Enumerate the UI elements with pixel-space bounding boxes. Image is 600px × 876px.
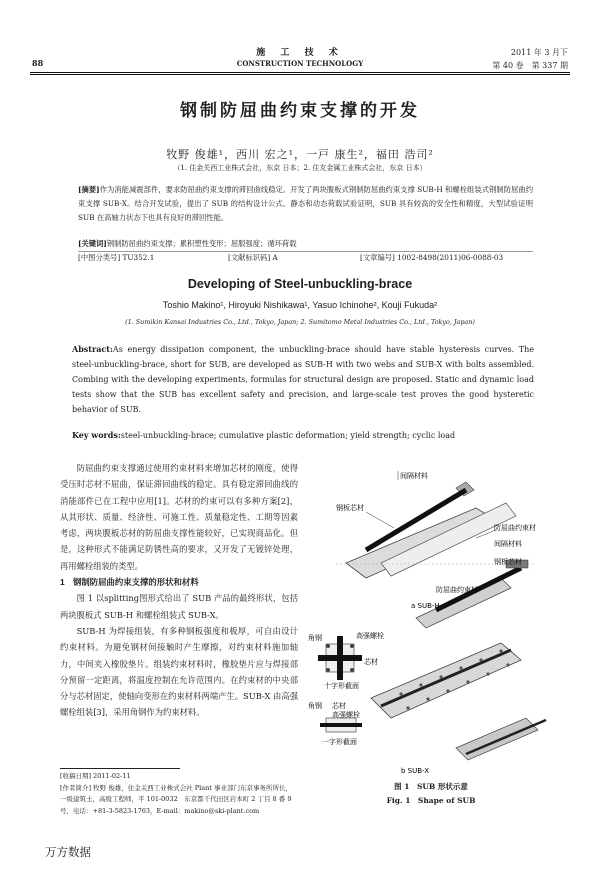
authors-cn: 牧野 俊雄¹，西川 宏之¹，一戸 康生²，福田 浩司² xyxy=(166,148,434,161)
bolt-icon xyxy=(326,644,330,648)
authors-en: Toshio Makino¹, Hiroyuki Nishikawa¹, Yasuo Ichinohe², Kouji Fukuda² xyxy=(162,300,438,310)
issue-date: 2011 年 3 月下 xyxy=(510,48,568,57)
meta-rule xyxy=(78,251,533,252)
page-number: 88 xyxy=(32,58,44,68)
journal-title-cn: 施 工 技 术 xyxy=(256,48,344,58)
abstract-cn-text: 作为消能减震部件，要求防屈曲约束支撑的滞回曲线稳定。开发了两块腹板式钢制防屈曲约束支撑 SUB-H 和螺栓组装式钢制防屈曲约束支撑 SUB-X。结合开发试验，提出了 SUB 的结构设计公式。静态和动态荷载试验证明，SUB 具有较高的安全性和精度，大型试验证明 SUB 在高轴力状态下也具有良好的滞回性能。 xyxy=(78,185,533,222)
flat-section-detail xyxy=(320,718,362,732)
cross-section-detail xyxy=(318,636,362,680)
label-flat-section: 一字形截面 xyxy=(322,738,357,746)
flat-core xyxy=(320,723,362,727)
body-paragraph-2: 图 1 以splitting图形式给出了 SUB 产品的最终形状，包括两块腹板式 SUB-H 和螺栓组装式 SUB-X。 xyxy=(60,593,298,620)
label-gap-material: 间隔材料 xyxy=(400,472,428,480)
bolt-icon xyxy=(326,668,330,672)
article-id: [文章编号] 1002-8498(2011)06-0088-03 xyxy=(360,253,504,262)
caption-sub-x: b SUB-X xyxy=(401,767,430,775)
issue-volume: 第 40 卷 第 337 期 xyxy=(492,61,568,70)
abstract-en-text: As energy dissipation component, the unbuckling-brace should have stable hysteresis curves. The steel-unbuckling-brace, short for SUB, are developed as SUB-H with two webs and SUB-X with bolts assembled. Combing with the developing experiments, formulas for structural design are proposed. Static and dynamic load tests show that the SUB has excellent safety and precision, and large-scale test proves the good hysteretic behavior of SUB. xyxy=(72,345,534,414)
abstract-en-label: Abstract: xyxy=(72,344,113,354)
section-heading-1: 1 钢制防屈曲约束支撑的形状和材料 xyxy=(60,577,199,588)
keywords-en-label: Key words: xyxy=(72,430,121,440)
clc-number: [中图分类号] TU352.1 xyxy=(78,253,155,262)
keywords-cn-text: 钢制防屈曲约束支撑；累积塑性变形；屈服强度；循环荷载 xyxy=(106,239,297,248)
label-angle: 角钢 xyxy=(308,634,322,642)
leader-core xyxy=(366,512,394,528)
paper-title-cn: 钢制防屈曲约束支撑的开发 xyxy=(180,101,420,121)
figure-caption xyxy=(306,780,556,808)
body-paragraph-3: SUB-H 为焊接组装，有多种钢板强度和板厚，可自由设计约束材料。为避免钢材间接触时产生摩擦，对约束材料施加轴力，中间夹入橡胶垫片。组装约束材料时，橡胶垫片应与焊接部分预留一定距离，将温度控制在允许范围内。在约束材的中央部分与芯材固定，使轴向变形在约束材料两端产生。SUB-X 由高强螺栓组装[3]，采用角钢作为约束材料。 xyxy=(60,625,298,718)
abstract-cn xyxy=(78,183,533,225)
figure-caption-cn: 图 1 SUB 形状示意 xyxy=(394,782,468,791)
label-core: 芯材 xyxy=(364,658,378,666)
footnotes xyxy=(60,771,298,817)
bolt-icon xyxy=(350,668,354,672)
label-restraint-2: 防屈曲约束材 xyxy=(436,586,478,594)
label-restraint: 防屈曲约束材 xyxy=(494,524,536,532)
label-hs-bolt-2: 高强螺栓 xyxy=(332,711,360,719)
header-rule xyxy=(30,72,570,73)
header-rule-thin xyxy=(30,74,570,75)
journal-header xyxy=(200,45,400,68)
abstract-cn-label: [摘要] xyxy=(78,185,100,194)
sub-x-core xyxy=(381,650,511,706)
affiliation-en: (1. Sumikin Kansai Industries Co., Ltd., Tokyo, Japan; 2. Sumitomo Metal Industries Co., Ltd., Tokyo, Japan) xyxy=(125,318,475,326)
label-angle-2: 角钢 xyxy=(308,702,322,710)
document-code: [文献标识码] A xyxy=(228,253,278,262)
journal-title-en: CONSTRUCTION TECHNOLOGY xyxy=(236,59,364,68)
received-date: [收稿日期] 2011-02-11 xyxy=(60,772,131,780)
paper-title-en: Developing of Steel-unbuckling-brace xyxy=(187,277,413,291)
affiliation-cn: （1. 住金关西工业株式会社，东京 日本；2. 住友金属工业株式会社，东京 日本） xyxy=(173,164,427,172)
abstract-en xyxy=(72,342,534,417)
label-steel-core-2: 钢板芯材 xyxy=(494,558,522,566)
issue-info xyxy=(492,46,568,72)
body-column xyxy=(60,460,298,721)
keywords-cn xyxy=(78,237,533,251)
sub-x-drawing xyxy=(308,631,546,775)
body-paragraph-1: 防屈曲约束支撑通过使用约束材料来增加芯材的刚度，使得受压时芯材不屈曲，保证滞回曲线的稳定。具有稳定滞回曲线的消能部件已在工程中应用[1]。芯材的约束可以有多种方案[2]，从其形状、质量、经济性、可施工性、质量稳定性、工期等因素考虑，两块腹板芯材的防屈曲支撑性能较好，已实现商品化。但是，这种形式不能满足防锈性高的要求，又开发了无镀锌处理，再用螺栓组装的类型。 xyxy=(60,463,298,571)
label-steel-core: 钢板芯材 xyxy=(336,504,364,512)
author-info: [作者简介] 牧野 俊雄，住金关西工业株式会社 Plant 事业部门东京事务所所长，一级建筑士，高级工程师，平 101-0032 东京都千代田区岩本町 2 丁目 8 番 9 号，电话：+81-3-5823-1763，E-mail：makino@ski-plant.com xyxy=(60,783,292,815)
label-gap-material-2: 间隔材料 xyxy=(494,540,522,548)
figure-sub-shapes xyxy=(306,468,556,783)
sub-h-drawing xyxy=(336,471,536,628)
label-hs-bolt: 高强螺栓 xyxy=(356,632,384,640)
label-core-2: 芯材 xyxy=(332,702,346,710)
sub-x-lower-core xyxy=(466,720,546,754)
footnote-rule xyxy=(60,768,180,769)
keywords-cn-label: [关键词] xyxy=(78,239,107,248)
keywords-en-text: steel-unbuckling-brace; cumulative plastic deformation; yield strength; cyclic load xyxy=(120,431,456,440)
figure-caption-en: Fig. 1 Shape of SUB xyxy=(386,796,476,805)
label-cross-section: 十字形截面 xyxy=(324,682,359,690)
footer-watermark: 万方数据 xyxy=(45,845,91,859)
cross-core-horizontal xyxy=(318,655,362,661)
bolt-icon xyxy=(350,644,354,648)
caption-sub-h: a SUB-H xyxy=(411,602,440,610)
keywords-en xyxy=(72,428,534,443)
